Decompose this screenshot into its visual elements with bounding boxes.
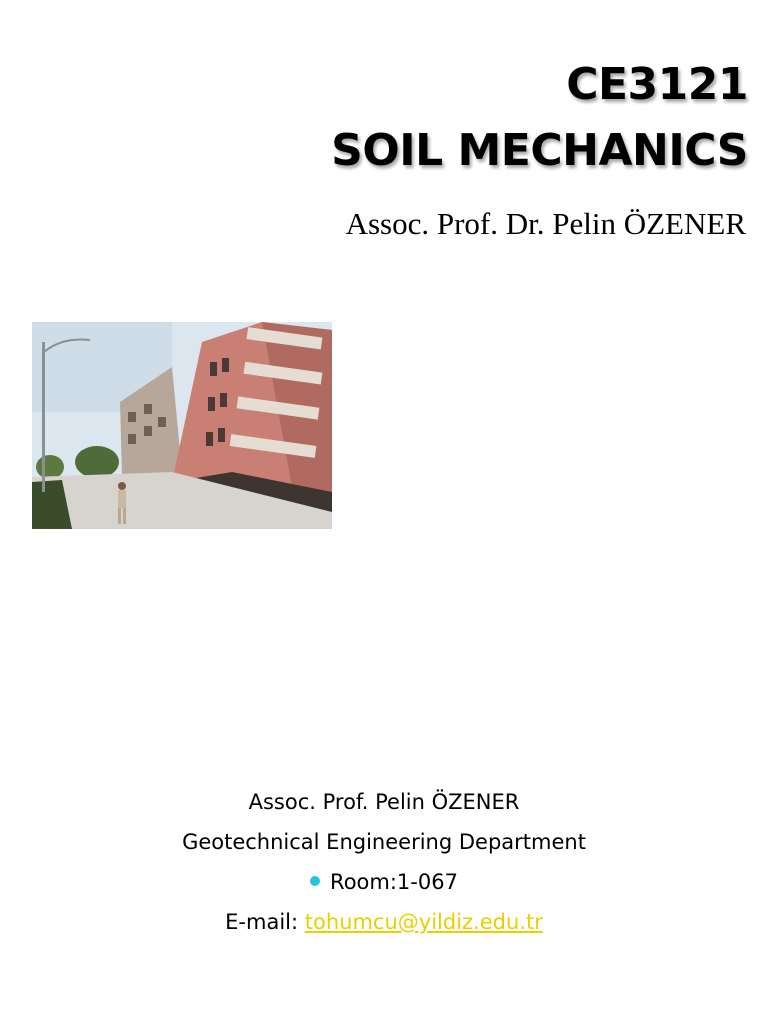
author-name: Assoc. Prof. Dr. Pelin ÖZENER — [345, 206, 746, 241]
course-code: CE3121 — [566, 59, 748, 110]
email-label: E-mail: — [225, 910, 305, 934]
slide-title — [331, 52, 748, 184]
room-label: Room:1-067 — [330, 870, 458, 894]
contact-name: Assoc. Prof. Pelin ÖZENER — [248, 790, 520, 814]
email-link[interactable]: tohumcu@yildiz.edu.tr — [304, 910, 543, 934]
contact-room — [0, 862, 768, 902]
bullet-icon — [310, 876, 320, 886]
contact-email — [0, 902, 768, 942]
contact-department: Geotechnical Engineering Department — [182, 830, 586, 854]
course-name: SOIL MECHANICS — [331, 125, 748, 176]
contact-info — [0, 782, 768, 942]
collapsed-building-photo — [32, 322, 332, 529]
